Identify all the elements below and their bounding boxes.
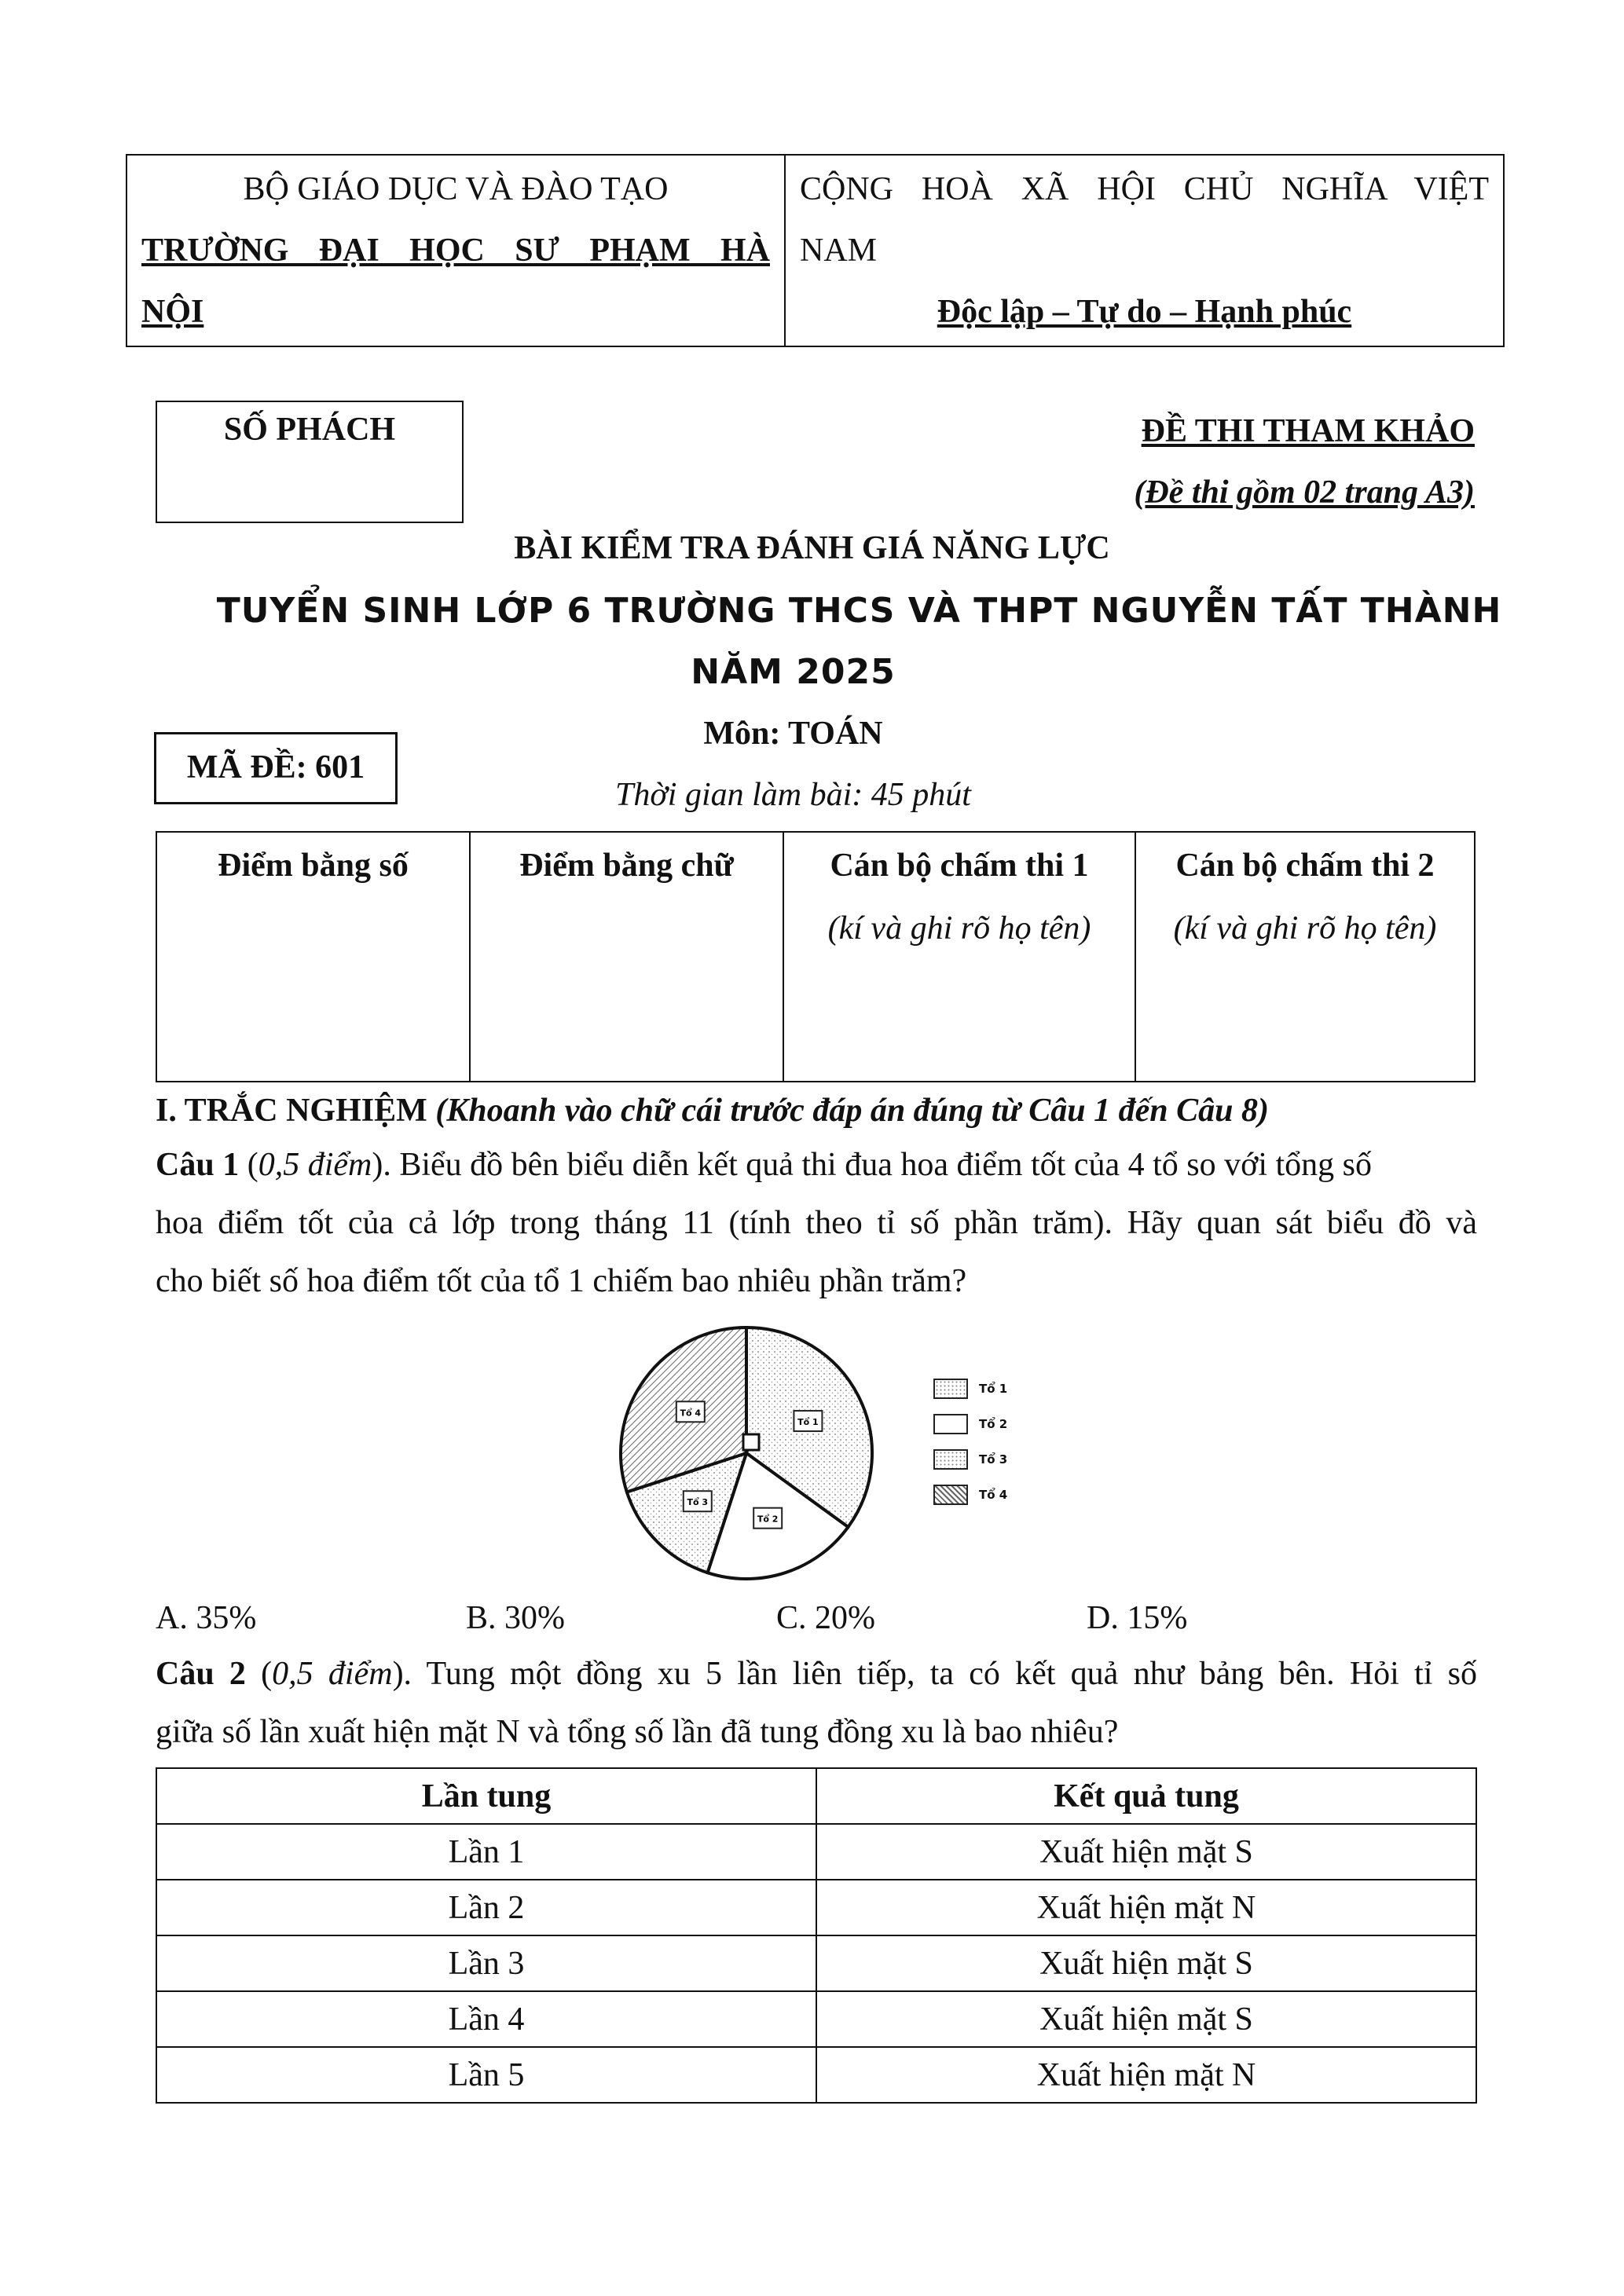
table-header-row bbox=[156, 1768, 1476, 1824]
exam-code-box bbox=[154, 732, 398, 804]
header-table bbox=[126, 154, 1505, 347]
legend-item bbox=[933, 1413, 1007, 1434]
exam-subject: Môn: TOÁN bbox=[703, 716, 883, 752]
exam-heading-2: TUYỂN SINH LỚP 6 TRƯỜNG THCS VÀ THPT NGUYỄN TẤT THÀNH bbox=[216, 591, 1502, 631]
q1-text-2: hoa điểm tốt của cả lớp trong tháng 11 (tính theo tỉ số phần trăm). Hãy quan sát biểu đồ và bbox=[156, 1205, 1477, 1241]
legend-label: Tổ 4 bbox=[979, 1487, 1008, 1502]
grader-1-cell bbox=[783, 832, 1135, 1082]
score-text-cell bbox=[470, 832, 783, 1082]
exam-page-note: (Đề thi gồm 02 trang A3) bbox=[1134, 474, 1475, 511]
legend-label: Tổ 3 bbox=[979, 1452, 1008, 1467]
national-motto: Độc lập – Tự do – Hạnh phúc bbox=[937, 294, 1352, 330]
table-cell: Lần 5 bbox=[156, 2047, 816, 2103]
q1-label: Câu 1 bbox=[156, 1147, 240, 1183]
q1-points: 0,5 điểm bbox=[258, 1147, 372, 1183]
pie-chart bbox=[597, 1312, 896, 1595]
score-table bbox=[156, 831, 1476, 1082]
so-phach-label: SỐ PHÁCH bbox=[223, 412, 396, 448]
question-2: Câu 2 (0,5 điểm). Tung một đồng xu 5 lần liên tiếp, ta có kết quả như bảng bên. Hỏi tỉ số giữa số lần xuất hiện mặt N và tổng số lần đã tung đồng xu là bao nhiêu? bbox=[156, 1645, 1477, 1761]
header-left-cell bbox=[126, 155, 785, 346]
pie-slice-label: Tổ 1 bbox=[797, 1417, 819, 1428]
pie-slice-label: Tổ 4 bbox=[680, 1408, 702, 1419]
university-name: TRƯỜNG ĐẠI HỌC SƯ PHẠM HÀ bbox=[141, 233, 770, 269]
legend-swatch bbox=[933, 1485, 968, 1505]
q1-text-1: ). Biểu đồ bên biểu diễn kết quả thi đua hoa điểm tốt của 4 tổ so với tổng số bbox=[372, 1147, 1373, 1183]
pie-slice-label: Tổ 2 bbox=[757, 1514, 779, 1525]
score-number-label: Điểm bằng số bbox=[218, 848, 409, 884]
table-cell: Lần 1 bbox=[156, 1824, 816, 1880]
table-row bbox=[156, 1824, 1476, 1880]
table-row bbox=[156, 1991, 1476, 2047]
grader-2-label: Cán bộ chấm thi 2 bbox=[1175, 848, 1435, 884]
section-1-heading bbox=[156, 1079, 1477, 1142]
legend-swatch bbox=[933, 1379, 968, 1399]
table-cell: Xuất hiện mặt S bbox=[816, 1935, 1476, 1991]
university-name-cont: NỘI bbox=[141, 294, 204, 330]
table-header-cell: Kết quả tung bbox=[816, 1768, 1476, 1824]
section-1-title: I. TRẮC NGHIỆM bbox=[156, 1093, 427, 1129]
score-text-label: Điểm bằng chữ bbox=[519, 848, 734, 884]
grader-1-label: Cán bộ chấm thi 1 bbox=[830, 848, 1089, 884]
coin-result-table bbox=[156, 1767, 1477, 2104]
table-cell: Xuất hiện mặt S bbox=[816, 1824, 1476, 1880]
table-cell: Lần 3 bbox=[156, 1935, 816, 1991]
legend-item bbox=[933, 1484, 1007, 1505]
q1-option-a[interactable]: A. 35% bbox=[156, 1600, 257, 1636]
exam-code: MÃ ĐỀ: 601 bbox=[186, 749, 365, 785]
table-row bbox=[156, 1935, 1476, 1991]
q1-option-c[interactable]: C. 20% bbox=[776, 1600, 875, 1636]
grader-2-cell bbox=[1135, 832, 1475, 1082]
table-row bbox=[156, 2047, 1476, 2103]
exam-time: Thời gian làm bài: 45 phút bbox=[615, 777, 971, 813]
grader-1-note: (kí và ghi rõ họ tên) bbox=[827, 910, 1091, 947]
exam-heading-3: NĂM 2025 bbox=[691, 652, 896, 692]
legend-swatch bbox=[933, 1449, 968, 1470]
score-number-cell bbox=[156, 832, 470, 1082]
q1-text-3: cho biết số hoa điểm tốt của tổ 1 chiếm bao nhiêu phần trăm? bbox=[156, 1263, 967, 1299]
q2-points: 0,5 điểm bbox=[272, 1656, 393, 1692]
exam-type-block bbox=[1134, 401, 1475, 523]
country-name-cont: NAM bbox=[800, 233, 878, 269]
legend-label: Tổ 2 bbox=[979, 1416, 1008, 1431]
question-1: Câu 1 (0,5 điểm). Biểu đồ bên biểu diễn kết quả thi đua hoa điểm tốt của 4 tổ so với tổng số hoa điểm tốt của cả lớp trong tháng 11 (tính theo tỉ số phần trăm). Hãy quan sát biểu đồ và cho biết số hoa điểm tốt của tổ 1 chiếm bao nhiêu phần trăm? bbox=[156, 1136, 1477, 1310]
table-cell: Xuất hiện mặt S bbox=[816, 1991, 1476, 2047]
pie-slice-label: Tổ 3 bbox=[687, 1497, 709, 1508]
q2-label: Câu 2 bbox=[156, 1656, 246, 1692]
legend-swatch bbox=[933, 1414, 968, 1434]
exam-heading-1: BÀI KIỂM TRA ĐÁNH GIÁ NĂNG LỰC bbox=[514, 530, 1110, 566]
table-cell: Xuất hiện mặt N bbox=[816, 1880, 1476, 1935]
q1-option-b[interactable]: B. 30% bbox=[466, 1600, 565, 1636]
legend-item bbox=[933, 1378, 1007, 1399]
header-right-cell bbox=[785, 155, 1504, 346]
q2-text-1: ). Tung một đồng xu 5 lần liên tiếp, ta có kết quả như bảng bên. Hỏi tỉ số bbox=[392, 1656, 1477, 1692]
table-cell: Xuất hiện mặt N bbox=[816, 2047, 1476, 2103]
ministry-name: BỘ GIÁO DỤC VÀ ĐÀO TẠO bbox=[243, 171, 669, 207]
table-cell: Lần 4 bbox=[156, 1991, 816, 2047]
q2-text-2: giữa số lần xuất hiện mặt N và tổng số lần đã tung đồng xu là bao nhiêu? bbox=[156, 1714, 1119, 1750]
country-name: CỘNG HOÀ XÃ HỘI CHỦ NGHĨA VIỆT bbox=[800, 171, 1489, 207]
section-1-instruction: (Khoanh vào chữ cái trước đáp án đúng từ Câu 1 đến Câu 8) bbox=[435, 1093, 1269, 1129]
table-header-cell: Lần tung bbox=[156, 1768, 816, 1824]
grader-2-note: (kí và ghi rõ họ tên) bbox=[1173, 910, 1437, 947]
exam-type-title: ĐỀ THI THAM KHẢO bbox=[1141, 413, 1475, 449]
legend-label: Tổ 1 bbox=[979, 1381, 1008, 1396]
legend-item bbox=[933, 1448, 1007, 1470]
so-phach-box bbox=[156, 401, 464, 523]
table-row bbox=[156, 1880, 1476, 1935]
right-angle-marker bbox=[743, 1434, 759, 1450]
q1-option-d[interactable]: D. 15% bbox=[1087, 1600, 1188, 1636]
table-cell: Lần 2 bbox=[156, 1880, 816, 1935]
